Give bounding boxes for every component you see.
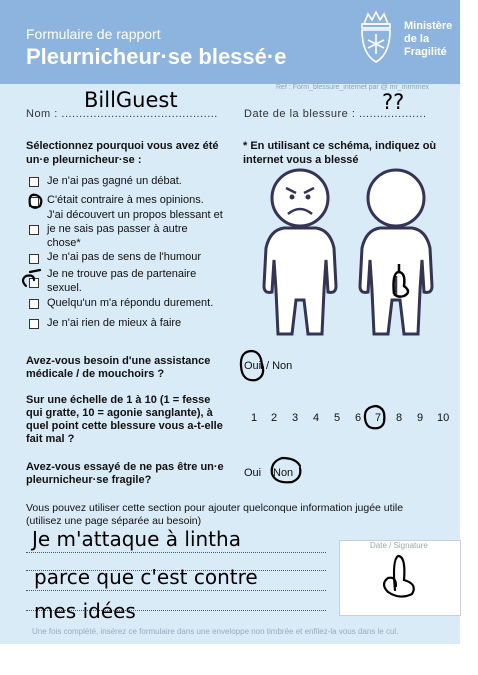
body-diagram[interactable]	[258, 168, 440, 340]
notes-line[interactable]	[26, 552, 326, 553]
checkbox-hurtful-remark[interactable]	[29, 225, 39, 235]
name-handwritten: BillGuest	[84, 88, 178, 112]
question-line: qui gratte, 10 = agonie sanglante), à	[26, 407, 213, 419]
question-line: pleurnicheur·se fragile?	[26, 474, 152, 486]
option-line: J'ai découvert un propos blessant et	[47, 209, 223, 221]
option-label	[47, 174, 182, 188]
injury-date-field[interactable]: Date de la blessure : ...................	[244, 108, 427, 120]
reason-question	[26, 139, 219, 167]
option-label	[47, 250, 201, 264]
checkbox-against-opinions[interactable]	[29, 197, 39, 207]
question-line: Sur une échelle de 1 à 10 (1 = fesse	[26, 394, 211, 406]
option-label	[47, 316, 181, 330]
form-header	[0, 0, 460, 84]
checkbox-no-humour[interactable]	[29, 254, 39, 264]
scale-number[interactable]: 2	[271, 412, 278, 424]
option-line: Je n'ai pas de sens de l'humour	[47, 251, 202, 263]
option-line: Je n'ai pas gagné un débat.	[47, 175, 182, 187]
form-subtitle: Formulaire de rapport	[26, 26, 161, 42]
scale-number[interactable]: 5	[334, 412, 341, 424]
scale-number[interactable]: 9	[417, 412, 424, 424]
scale-number-selected[interactable]: 7	[375, 412, 382, 424]
scale-number[interactable]: 10	[437, 412, 450, 424]
instruction-line: (utilisez une page séparée au besoin)	[26, 515, 202, 527]
medical-non-option[interactable]: / Non	[266, 360, 293, 372]
checkbox-no-partner[interactable]	[29, 278, 39, 288]
medical-oui-option[interactable]: Oui	[244, 360, 262, 372]
ministry-line: Fragilité	[404, 46, 447, 58]
option-line: Je ne trouve pas de partenaire	[47, 268, 197, 280]
option-label	[47, 267, 196, 295]
option-line: C'était contraire à mes opinions.	[47, 194, 204, 206]
ministry-name	[404, 20, 452, 59]
form-title: Pleurnicheur·se blessé·e	[26, 44, 287, 69]
scale-number[interactable]: 6	[355, 412, 362, 424]
option-line: Quelqu'un m'a répondu durement.	[47, 297, 214, 309]
option-line: chose*	[47, 237, 81, 249]
question-line: médicale / de mouchoirs ?	[26, 368, 165, 380]
instruction-line: * En utilisant ce schéma, indiquez où	[243, 140, 437, 152]
instruction-line: internet vous a blessé	[243, 154, 359, 166]
name-field[interactable]: Nom : ............................................	[26, 108, 218, 120]
option-line: sexuel.	[47, 282, 82, 294]
option-label	[47, 208, 223, 250]
question-line: Avez-vous essayé de ne pas être un·e	[26, 461, 224, 473]
ministry-line: de la	[404, 33, 430, 45]
pain-scale-question	[26, 394, 223, 446]
scale-number[interactable]: 3	[292, 412, 299, 424]
fragile-question	[26, 461, 224, 487]
question-line: fait mal ?	[26, 433, 75, 445]
option-line: je ne sais pas passer à autre	[47, 223, 188, 235]
ministry-line: Ministère	[404, 20, 453, 32]
form-reference: Ref : Form_blessure_internet par @ mr_mrmmex	[276, 84, 429, 91]
option-line: Je n'ai rien de mieux à faire	[47, 317, 182, 329]
ministry-seal-icon	[354, 10, 398, 68]
scale-number[interactable]: 8	[396, 412, 403, 424]
question-line: un·e pleurnicheur·se :	[26, 154, 142, 166]
form-footer: Une fois complété, insérez ce formulaire dans une enveloppe non timbrée et enfilez-la vous dans le cul.	[32, 627, 399, 636]
instruction-line: Vous pouvez utiliser cette section pour ajouter quelconque information jugée utile	[26, 502, 404, 514]
signature-label: Date / Signature	[370, 541, 428, 550]
fragile-non-option[interactable]: Non	[273, 467, 294, 479]
option-label	[47, 193, 204, 207]
diagram-instruction	[243, 139, 436, 167]
fragile-oui-option[interactable]: Oui	[244, 467, 262, 479]
handwritten-note-line: mes idées	[34, 599, 136, 623]
medical-question	[26, 355, 210, 381]
handwritten-note-line: Je m'attaque à lintha	[32, 527, 241, 551]
checkbox-lost-debate[interactable]	[29, 177, 39, 187]
date-handwritten: ??	[382, 90, 405, 114]
extra-info-instruction	[26, 502, 403, 528]
checkbox-nothing-better[interactable]	[29, 319, 39, 329]
question-line: Avez-vous besoin d'une assistance	[26, 355, 211, 367]
scale-number[interactable]: 1	[251, 412, 258, 424]
scale-number[interactable]: 4	[313, 412, 320, 424]
signature-box[interactable]	[339, 540, 461, 616]
question-line: Sélectionnez pourquoi vous avez été	[26, 140, 219, 152]
option-label	[47, 296, 213, 310]
question-line: quel point cette blessure vous a-t-elle	[26, 420, 223, 432]
handwritten-note-line: parce que c'est contre	[34, 565, 258, 589]
checkbox-answered-harshly[interactable]	[29, 299, 39, 309]
notes-line[interactable]	[26, 590, 326, 591]
